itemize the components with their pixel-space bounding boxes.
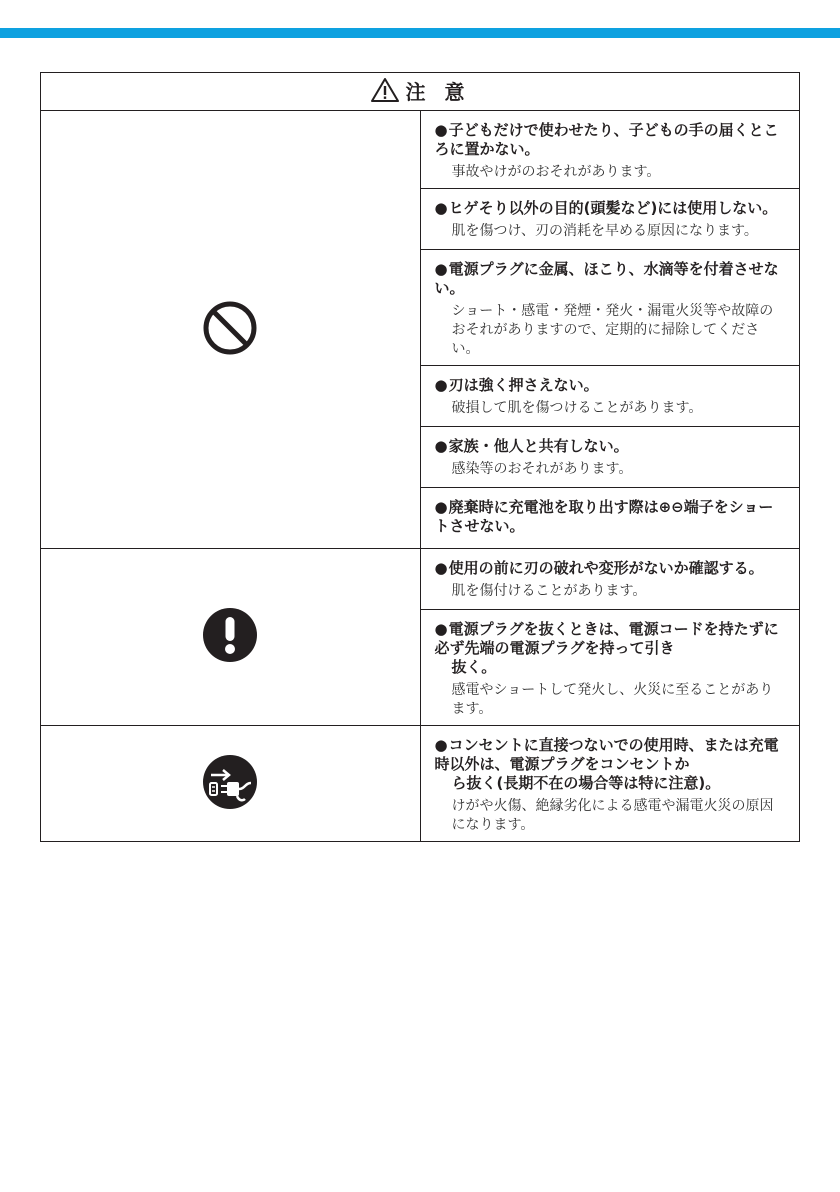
item-detail: 感染等のおそれがあります。 — [451, 461, 633, 477]
caution-table — [40, 72, 800, 842]
caution-item: ●電源プラグに金属、ほこり、水滴等を付着させない。 ショート・感電・発煙・発火・漏電火災等や故障のおそれがありますので、定期的に掃除してください。 — [420, 250, 800, 366]
top-accent-bar — [0, 28, 840, 38]
prohibition-icon — [202, 300, 258, 356]
mandatory-icon-cell — [41, 549, 421, 726]
item-detail: 感電やショートして発火し、火災に至ることがあります。 — [451, 682, 774, 717]
item-detail: 肌を傷付けることがあります。 — [451, 583, 647, 599]
item-heading-continued: 抜く。 — [451, 658, 497, 676]
mandatory-exclamation-icon — [201, 606, 259, 664]
item-heading: 子どもだけで使わせたり、子どもの手の届くところに置かない。 — [434, 121, 779, 158]
item-detail: 破損して肌を傷つけることがあります。 — [451, 400, 703, 416]
item-detail: 事故やけがのおそれがあります。 — [451, 164, 661, 180]
item-heading: 刃は強く押さえない。 — [448, 376, 599, 394]
caution-title: 注 意 — [405, 79, 471, 104]
item-detail: ショート・感電・発煙・発火・漏電火災等や故障のおそれがありますので、定期的に掃除してください。 — [451, 303, 774, 357]
caution-item: ●ヒゲそり以外の目的(頭髪など)には使用しない。 肌を傷つけ、刃の消耗を早める原因になります。 — [420, 189, 800, 250]
item-heading-continued: ら抜く(長期不在の場合等は特に注意)。 — [451, 774, 721, 792]
item-heading: 電源プラグに金属、ほこり、水滴等を付着させない。 — [434, 260, 779, 297]
caution-item: ●コンセントに直接つないでの使用時、または充電時以外は、電源プラグをコンセントか ら抜く(長期不在の場合等は特に注意)。 けがや火傷、絶縁劣化による感電や漏電火災の原因になります。 — [420, 726, 800, 842]
caution-item: ●使用の前に刃の破れや変形がないか確認する。 肌を傷付けることがあります。 — [420, 549, 800, 610]
item-detail: けがや火傷、絶縁劣化による感電や漏電火災の原因になります。 — [451, 798, 774, 833]
unplug-icon-cell — [41, 726, 421, 842]
warning-triangle-icon — [370, 77, 400, 103]
prohibition-icon-cell — [41, 111, 421, 549]
item-heading: 使用の前に刃の破れや変形がないか確認する。 — [448, 559, 764, 577]
item-heading: 家族・他人と共有しない。 — [448, 437, 629, 455]
item-detail: 肌を傷つけ、刃の消耗を早める原因になります。 — [451, 223, 758, 239]
unplug-icon — [201, 753, 259, 811]
item-heading: コンセントに直接つないでの使用時、または充電時以外は、電源プラグをコンセントか — [434, 736, 779, 773]
caution-item: ●刃は強く押さえない。 破損して肌を傷つけることがあります。 — [420, 366, 800, 427]
caution-item: ●廃棄時に充電池を取り出す際は⊕⊖端子をショートさせない。 — [420, 488, 800, 549]
caution-item: ●電源プラグを抜くときは、電源コードを持たずに必ず先端の電源プラグを持って引き 抜く。 感電やショートして発火し、火災に至ることがあります。 — [420, 610, 800, 726]
caution-item: ●家族・他人と共有しない。 感染等のおそれがあります。 — [420, 427, 800, 488]
caution-header — [41, 73, 800, 111]
item-heading: 電源プラグを抜くときは、電源コードを持たずに必ず先端の電源プラグを持って引き — [434, 620, 779, 657]
item-heading: 廃棄時に充電池を取り出す際は⊕⊖端子をショートさせない。 — [434, 498, 774, 535]
caution-item: ●子どもだけで使わせたり、子どもの手の届くところに置かない。 事故やけがのおそれがあります。 — [420, 111, 800, 189]
item-heading: ヒゲそり以外の目的(頭髪など)には使用しない。 — [448, 199, 778, 217]
